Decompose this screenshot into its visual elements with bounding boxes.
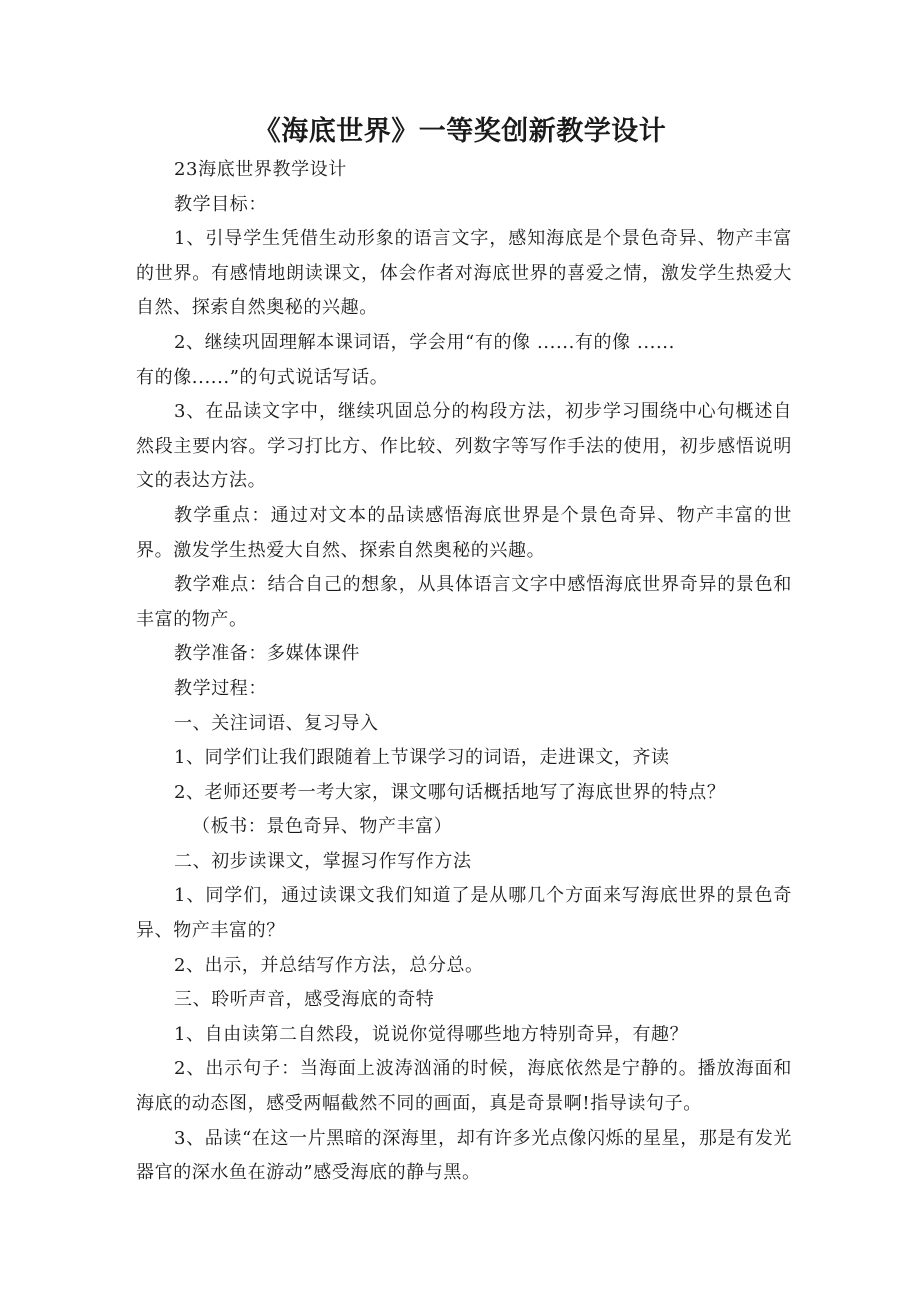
objective-2-continued: 有的像......”的句式说话写话。 — [136, 366, 389, 388]
section-1-heading: 一、关注词语、复习导入 — [174, 712, 379, 734]
objective-2: 2、继续巩固理解本课词语，学会用“有的像 ......有的像 ...... — [174, 331, 675, 353]
section-3-item-2: 2、出示句子：当海面上波涛汹涌的时候，海底依然是宁静的。播放海面和海底的动态图，感受两幅截然不同的画面，真是奇景啊!指导读句子。 — [136, 1058, 792, 1115]
difficult-points: 教学难点：结合自己的想象，从具体语言文字中感悟海底世界奇异的景色和丰富的物产。 — [136, 574, 792, 630]
key-points: 教学重点：通过对文本的品读感悟海底世界是个景色奇异、物产丰富的世界。激发学生热爱大自然、探索自然奥秘的兴趣。 — [136, 504, 792, 561]
preparation: 教学准备：多媒体课件 — [174, 643, 360, 665]
lesson-heading: 23海底世界教学设计 — [174, 159, 347, 180]
section-2-item-2: 2、出示，并总结写作方法，总分总。 — [174, 954, 484, 976]
section-1-item-2: 2、老师还要考一考大家，课文哪句话概括地写了海底世界的特点？ — [174, 781, 726, 803]
section-3-item-3: 3、品读“在这一片黑暗的深海里，却有许多光点像闪烁的星星，那是有发光器官的深水鱼在游动”感受海底的静与黑。 — [136, 1127, 792, 1184]
section-3-item-1: 1、自由读第二自然段，说说你觉得哪些地方特别奇异，有趣？ — [174, 1023, 689, 1045]
section-2-heading: 二、初步读课文，掌握习作写作方法 — [174, 850, 472, 872]
process-heading: 教学过程： — [174, 677, 267, 699]
section-3-heading: 三、聆听声音，感受海底的奇特 — [174, 989, 435, 1011]
document-body — [136, 153, 792, 1191]
blackboard-note: （板书：景色奇异、物产丰富） — [192, 816, 453, 838]
objective-3: 3、在品读文字中，继续巩固总分的构段方法，初步学习围绕中心句概述自然段主要内容。学习打比方、作比较、列数字等写作手法的使用，初步感悟说明文的表达方法。 — [136, 401, 792, 492]
section-2-item-1: 1、同学们，通过读课文我们知道了是从哪几个方面来写海底世界的景色奇异、物产丰富的？ — [136, 885, 792, 942]
document-title: 《海底世界》一等奖创新教学设计 — [253, 116, 667, 147]
objectives-heading: 教学目标： — [174, 193, 267, 215]
objective-1: 1、引导学生凭借生动形象的语言文字，感知海底是个景色奇异、物产丰富的世界。有感情地朗读课文，体会作者对海底世界的喜爱之情，激发学生热爱大自然、探索自然奥秘的兴趣。 — [136, 228, 792, 319]
section-1-item-1: 1、同学们让我们跟随着上节课学习的词语，走进课文，齐读 — [174, 747, 670, 769]
